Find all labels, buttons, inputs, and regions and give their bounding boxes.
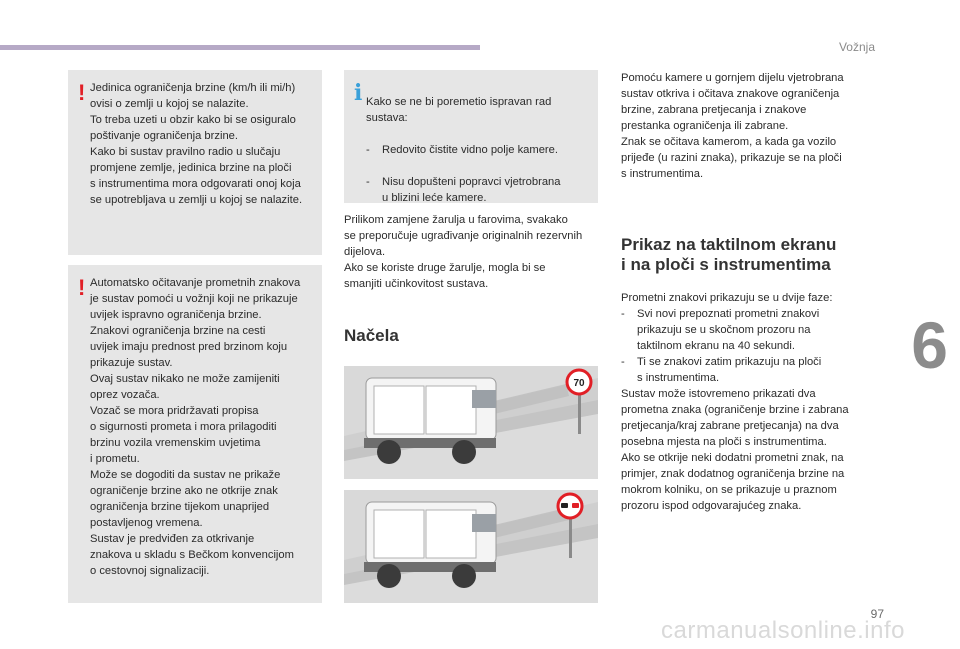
info-content [366,78,594,222]
phase-item-text: Svi novi prepoznati prometni znakovi prikazuju se u skočnom prozoru na taktilnom ekranu na 40 sekundi. [637,308,820,352]
illustration-overtaking-sign [344,490,598,603]
bulb-paragraph: Prilikom zamjene žarulja u farovima, svakako se preporučuje ugrađivanje originalnih rezervnih dijelova. Ako se koriste druge žarulje, mogla bi se smanjiti učinkovitost sustava. [344,214,583,290]
phase-item-text: Ti se znakovi zatim prikazuju na ploči s instrumentima. [637,356,822,384]
system-intro-paragraph: Pomoću kamere u gornjem dijelu vjetrobrana sustav otkriva i očitava znakove ograničenja brzine, zabrana pretjecanja i znakove prestanka ograničenja ili zabrane. Znak se očitava kamerom, a kada ga vozilo prijeđe (u razini znaka), prikazuje se na ploči s instrumentima. [621,72,844,180]
phases-section [621,290,871,514]
warning-exclamation-icon: ! [78,80,86,105]
info-item: - Nisu dopušteni popravci vjetrobrana u blizini leće kamere. [366,176,561,204]
warning-text-units: Jedinica ograničenja brzine (km/h ili mi/h) ovisi o zemlji u kojoj se nalazite. To treba uzeti u obzir kako bi se osiguralo poštivanje ograničenja brzine. Kako bi sustav pravilno radio u slučaju promjene zemlje, jedinica brzine na ploči s instrumentima mora odgovarati onoj koja se upotrebljava u zemlji u kojoj se nalazite. [90,82,303,206]
footer-watermark: carmanualsonline.info [661,617,905,644]
info-intro: Kako se ne bi poremetio ispravan rad sustava: [366,96,552,124]
warning-exclamation-icon: ! [78,275,86,300]
speed-limit-value: 70 [573,378,585,389]
section-title: Vožnja [838,40,875,54]
van-overtaking-illustration [344,490,598,603]
heading-principles: Načela [344,326,399,345]
header-accent-bar [0,45,480,50]
closing-paragraph: Sustav može istovremeno prikazati dva prometna znaka (ograničenje brzine i zabrana pretjecanja/kraj zabrane pretjecanja) na dva posebna mjesta na ploči s instrumentima. Ako se otkrije neki dodatni prometni znak, na primjer, znak dodatnog ograničenja brzine na mokrom kolniku, on se prikazuje u praznom prozoru ispod odgovarajućeg znaka. [621,388,849,512]
heading-display: Prikaz na taktilnom ekranu i na ploči s instrumentima [621,235,837,274]
warning-text-recognition: Automatsko očitavanje prometnih znakova je sustav pomoći u vožnji koji ne prikazuje uvijek ispravno ograničenja brzine. Znakovi ograničenja brzine na cesti uvijek imaju prednost pred brzinom koju prikazuje sustav. Ovaj sustav nikako ne može zamijeniti oprez vozača. Vozač se mora pridržavati propisa o sigurnosti prometa i mora prilagoditi brzinu vozila vremenskim uvjetima i prometu. Može se dogoditi da sustav ne prikaže ograničenje brzine ako ne otkrije znak ograničenja brzine tijekom unaprijed postavljenog vremena. Sustav je predviđen za otkrivanje znakova u skladu s Bečkom konvencijom o cestovnoj signalizaciji. [90,277,301,577]
info-item-text: Redovito čistite vidno polje kamere. [382,144,558,156]
info-box-camera [344,70,598,203]
phase-item: - Svi novi prepoznati prometni znakovi prikazuju se u skočnom prozoru na taktilnom ekranu na 40 sekundi. [621,308,820,352]
illustration-speed-sign [344,366,598,479]
van-speed-illustration [344,366,598,479]
info-item: - Redovito čistite vidno polje kamere. [366,144,558,156]
info-icon: i [354,80,363,106]
phases-intro: Prometni znakovi prikazuju se u dvije faze: [621,292,833,304]
info-item-text: Nisu dopušteni popravci vjetrobrana u blizini leće kamere. [382,176,561,204]
chapter-number: 6 [911,308,948,382]
phase-item: - Ti se znakovi zatim prikazuju na ploči s instrumentima. [621,356,822,384]
warning-box-units [68,70,322,255]
page-number: 97 [870,607,884,621]
warning-box-recognition [68,265,322,603]
